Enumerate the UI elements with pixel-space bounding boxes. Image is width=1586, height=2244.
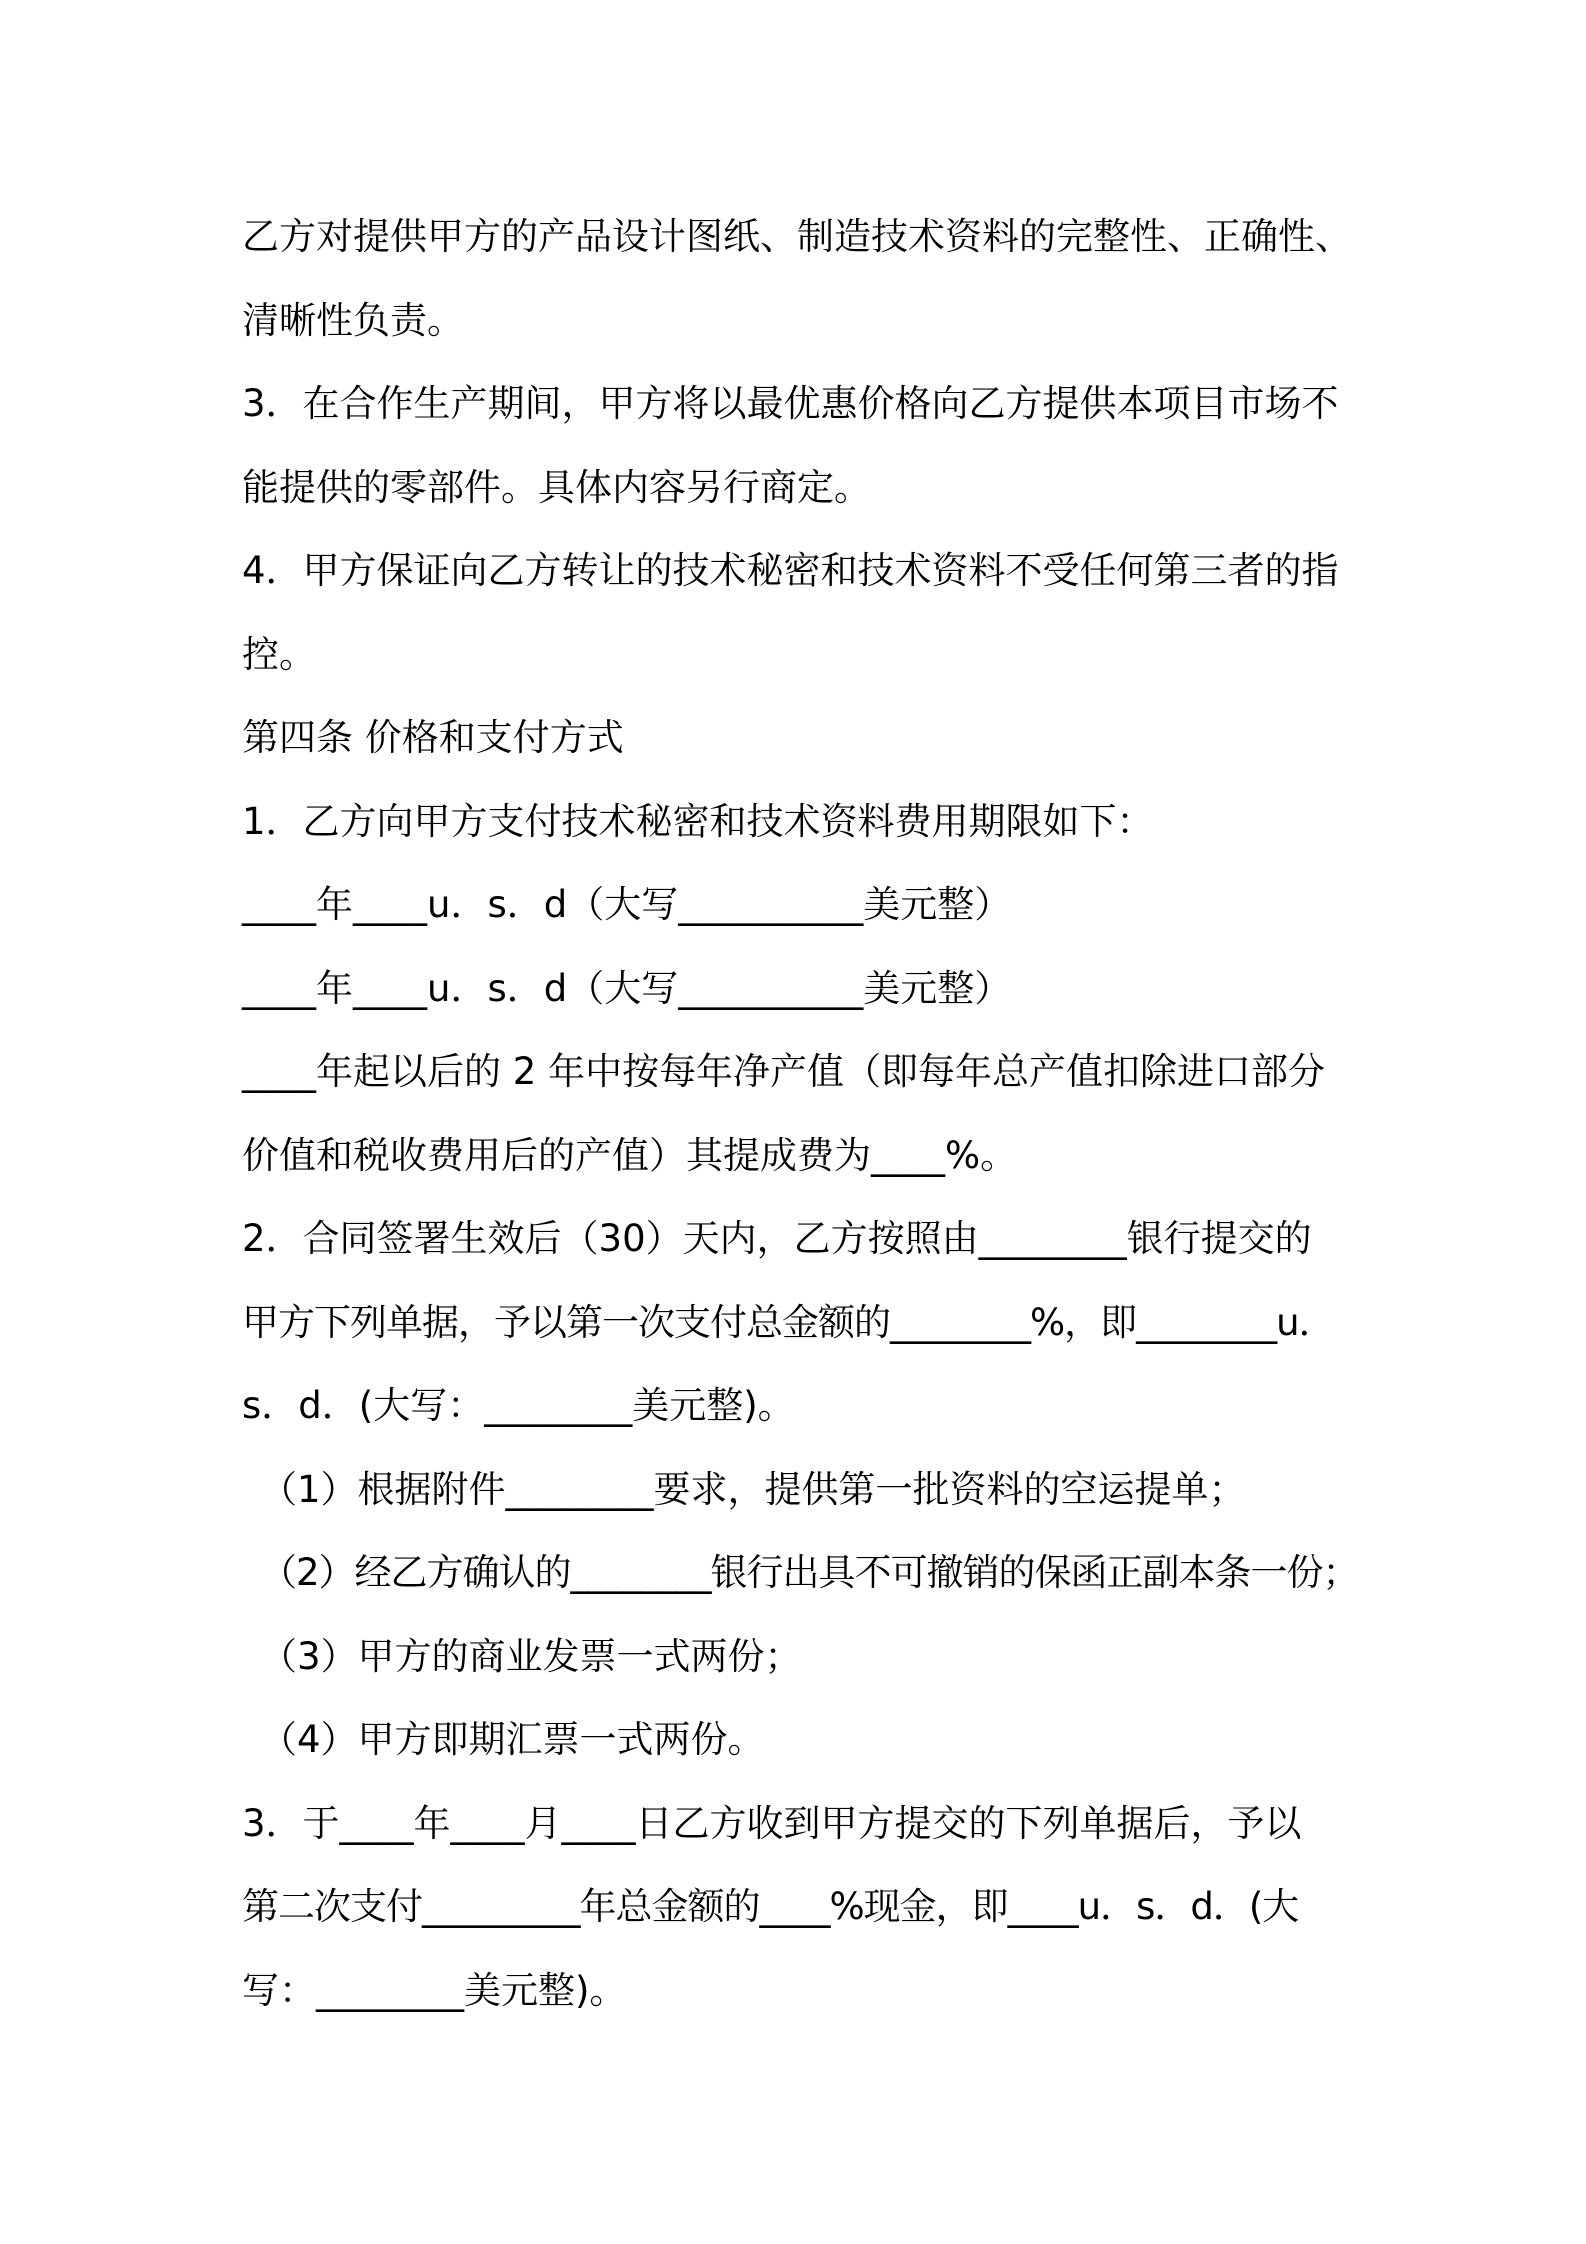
clause-4-line-1: 4．甲方保证向乙方转让的技术秘密和技术资料不受任何第三者的指 xyxy=(242,549,1339,592)
payment-clause-3-line-3: 写：________美元整)。 xyxy=(242,1968,627,2012)
document-item-3: （3）甲方的商业发票一式两份； xyxy=(260,1634,802,1678)
payment-clause-1: 1．乙方向甲方支付技术秘密和技术资料费用期限如下： xyxy=(242,799,1154,843)
payment-clause-2-line-2: 甲方下列单据，予以第一次支付总金额的________%，即________u． xyxy=(242,1300,1335,1344)
clause-3-line-1: 3．在合作生产期间，甲方将以最优惠价格向乙方提供本项目市场不 xyxy=(242,382,1339,425)
paragraph-line-1: 乙方对提供甲方的产品设计图纸、制造技术资料的完整性、正确性、 xyxy=(242,215,1352,258)
payment-schedule-row-2: ____年____u．s．d（大写__________美元整） xyxy=(242,966,1012,1010)
document-item-1: （1）根据附件________要求，提供第一批资料的空运提单； xyxy=(260,1467,1246,1511)
payment-clause-2-line-1: 2．合同签署生效后（30）天内，乙方按照由________银行提交的 xyxy=(242,1217,1312,1260)
clause-3-line-2: 能提供的零部件。具体内容另行商定。 xyxy=(242,465,871,509)
document-body xyxy=(242,195,1372,2032)
royalty-line-1: ____年起以后的 2 年中按每年净产值（即每年总产值扣除进口部分 xyxy=(242,1050,1326,1093)
payment-clause-2-line-3: s．d．(大写：________美元整)。 xyxy=(242,1384,795,1427)
payment-clause-3-line-1: 3．于____年____月____日乙方收到甲方提交的下列单据后，予以 xyxy=(242,1801,1302,1845)
document-item-2: （2）经乙方确认的________银行出具不可撤销的保函正副本条一份； xyxy=(260,1551,1359,1594)
article-4-heading: 第四条 价格和支付方式 xyxy=(242,716,624,759)
royalty-line-2: 价值和税收费用后的产值）其提成费为____%。 xyxy=(242,1133,1018,1177)
clause-4-line-2: 控。 xyxy=(242,632,316,676)
document-item-4: （4）甲方即期汇票一式两份。 xyxy=(260,1718,765,1761)
paragraph-line-2: 清晰性负责。 xyxy=(242,298,464,342)
payment-schedule-row-1: ____年____u．s．d（大写__________美元整） xyxy=(242,883,1012,926)
payment-clause-3-line-2: 第二次支付_________年总金额的____%现金，即____u．s．d．(大 xyxy=(242,1885,1299,1928)
